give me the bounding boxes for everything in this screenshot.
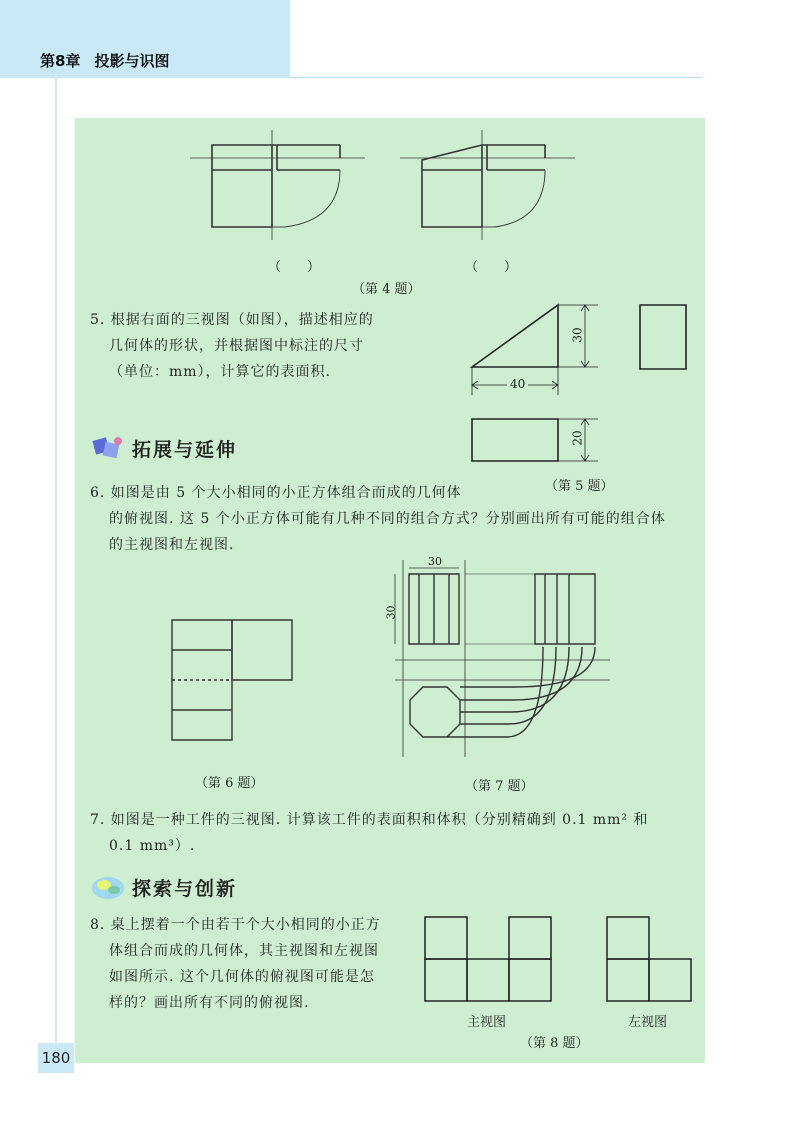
fig4-blank-b: （ ） — [465, 260, 518, 275]
q8-line-4: 样的？画出所有不同的俯视图. — [109, 995, 310, 1011]
fig4-caption: （第 4 题） — [352, 282, 421, 297]
q6-line-2: 的俯视图. 这 5 个小正方体可能有几种不同的组合方式？分别画出所有可能的组合体 — [109, 511, 666, 527]
fig5-dim-20: 20 — [570, 430, 585, 446]
puzzle-icon — [90, 433, 126, 463]
fig7-dim-top: 30 — [428, 555, 442, 568]
chapter-title — [40, 50, 183, 71]
fig6-drawing — [165, 612, 300, 747]
bulb-icon — [90, 872, 126, 902]
fig5-dim-30: 30 — [570, 327, 585, 343]
fig7-dim-side: 30 — [384, 605, 398, 620]
chapter-name: 投影与识图 — [94, 52, 170, 70]
section-explore-title: 探索与创新 — [132, 877, 238, 900]
fig4-blank-a: （ ） — [268, 260, 321, 275]
q8-line-3: 如图所示. 这个几何体的俯视图可能是怎 — [109, 969, 375, 985]
header-rule — [290, 77, 702, 78]
margin-line — [55, 78, 57, 1048]
fig6-caption: （第 6 题） — [195, 776, 264, 791]
fig8-caption: （第 8 题） — [520, 1036, 589, 1051]
q8-line-2: 体组合而成的几何体，其主视图和左视图 — [109, 943, 379, 959]
fig7-drawing — [385, 552, 615, 767]
chapter-label: 第8章 — [40, 52, 81, 70]
q5-line-2: 几何体的形状，并根据图中标注的尺寸 — [109, 338, 364, 354]
section-extension-heading — [90, 433, 237, 463]
q5-line-1: 5. 根据右面的三视图（如图），描述相应的 — [90, 312, 374, 328]
fig8-front-view — [420, 912, 555, 1007]
page-number: 180 — [38, 1043, 74, 1073]
q8-line-1: 8. 桌上摆着一个由若干个大小相同的小正方 — [90, 917, 381, 933]
q6-line-3: 的主视图和左视图. — [109, 537, 235, 553]
fig4-drawing-b — [400, 130, 600, 260]
fig8-left-label: 左视图 — [628, 1015, 668, 1030]
fig7-caption: （第 7 题） — [465, 779, 534, 794]
q6-line-1: 6. 如图是由 5 个大小相同的小正方体组合而成的几何体 — [90, 485, 462, 501]
section-explore-heading — [90, 872, 237, 902]
fig8-front-label: 主视图 — [467, 1015, 507, 1030]
fig4-drawing-a — [190, 130, 390, 260]
fig8-left-view — [602, 912, 697, 1007]
q5-line-3: （单位：mm），计算它的表面积. — [109, 364, 332, 380]
fig5-caption: （第 5 题） — [545, 479, 614, 494]
section-extension-title: 拓展与延伸 — [132, 438, 238, 461]
fig5-drawing — [460, 295, 700, 475]
q7-line-1: 7. 如图是一种工件的三视图. 计算该工件的表面积和体积（分别精确到 0.1 mm² 和 — [90, 812, 649, 828]
fig5-dim-40: 40 — [507, 377, 528, 391]
q7-line-2: 0.1 mm³）. — [109, 838, 196, 854]
